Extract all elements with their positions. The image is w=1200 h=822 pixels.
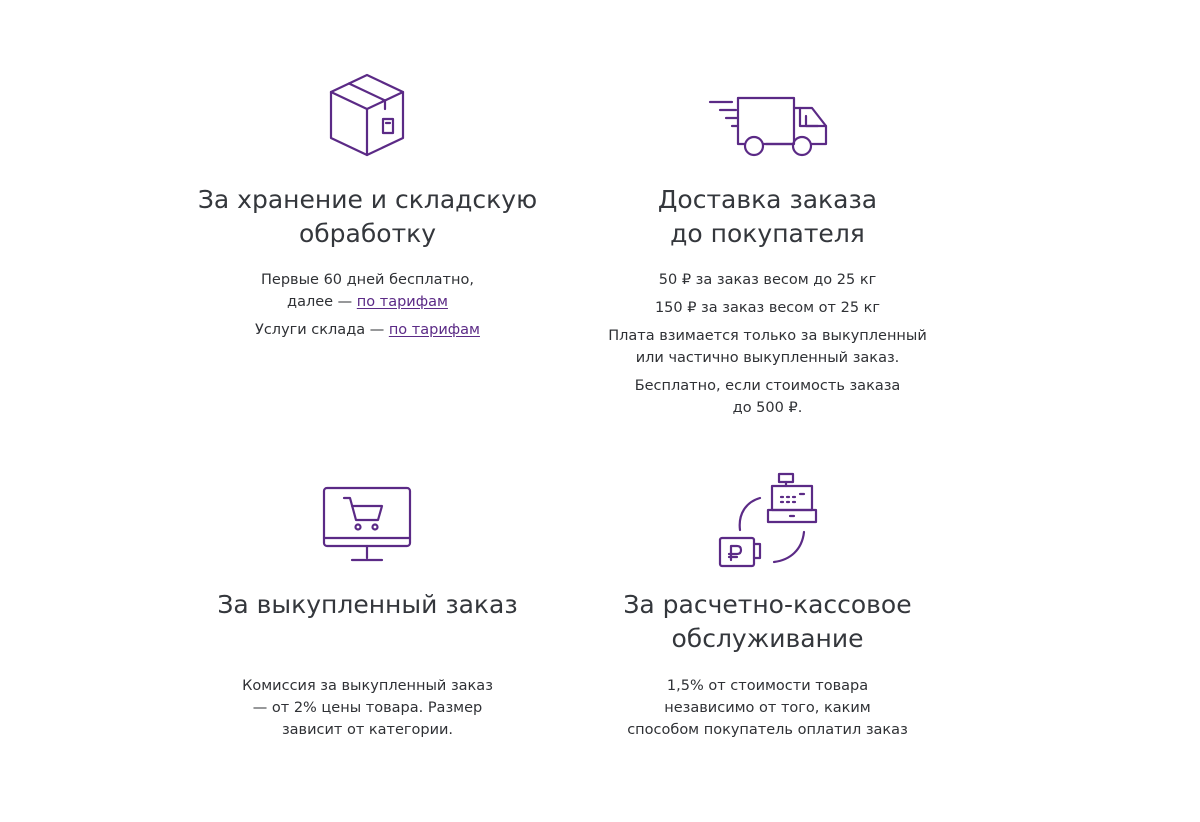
description-paragraph xyxy=(190,269,545,313)
title-line: обработку xyxy=(298,219,437,248)
description-line: Комиссия за выкупленный заказ xyxy=(242,678,493,694)
description-line: независимо от того, каким xyxy=(664,700,871,716)
description-text: далее — xyxy=(287,294,357,310)
card-purchased-order xyxy=(190,478,545,768)
card-delivery xyxy=(590,60,945,440)
tariffs-link[interactable]: по тарифам xyxy=(356,294,448,310)
card-cash-services xyxy=(590,466,945,768)
description-paragraph: 150 ₽ за заказ весом от 25 кг xyxy=(654,300,881,316)
description-paragraph xyxy=(590,325,945,369)
description-text: Услуги склада — xyxy=(255,322,389,338)
card-storage xyxy=(190,60,545,390)
warehouse-tariffs-link[interactable]: по тарифам xyxy=(388,322,480,338)
card-purchased-order-title xyxy=(190,588,545,622)
title-line: За расчетно-кассовое xyxy=(623,590,912,619)
description-paragraph xyxy=(190,319,545,341)
description-line: зависит от категории. xyxy=(281,722,454,738)
description-line: способом покупатель оплатил заказ xyxy=(627,722,908,738)
card-delivery-description xyxy=(590,269,945,425)
description-line: или частично выкупленный заказ. xyxy=(635,350,900,366)
title-line: Доставка заказа xyxy=(657,185,878,214)
card-delivery-title xyxy=(590,183,945,251)
card-cash-services-description xyxy=(590,675,945,741)
monitor-cart-icon xyxy=(322,486,412,564)
cash-register-wallet-icon xyxy=(716,470,822,570)
card-cash-services-title xyxy=(590,588,945,656)
card-storage-description xyxy=(190,269,545,347)
description-line: Первые 60 дней бесплатно, xyxy=(261,272,474,288)
card-purchased-order-description xyxy=(190,675,545,741)
title-line: За хранение и складскую xyxy=(197,185,538,214)
description-paragraph xyxy=(590,375,945,419)
description-line: Бесплатно, если стоимость заказа xyxy=(634,378,901,394)
card-storage-title xyxy=(190,183,545,251)
description-line: Плата взимается только за выкупленный xyxy=(608,328,927,344)
box-icon xyxy=(328,72,406,158)
title-line: до покупателя xyxy=(670,219,865,248)
delivery-truck-icon xyxy=(708,94,830,158)
description-line: 1,5% от стоимости товара xyxy=(666,678,869,694)
description-line xyxy=(190,291,545,313)
description-line: — от 2% цены товара. Размер xyxy=(252,700,483,716)
title-line: За выкупленный заказ xyxy=(217,590,518,619)
title-line: обслуживание xyxy=(671,624,864,653)
description-line: до 500 ₽. xyxy=(732,400,803,416)
description-paragraph: 50 ₽ за заказ весом до 25 кг xyxy=(658,272,877,288)
